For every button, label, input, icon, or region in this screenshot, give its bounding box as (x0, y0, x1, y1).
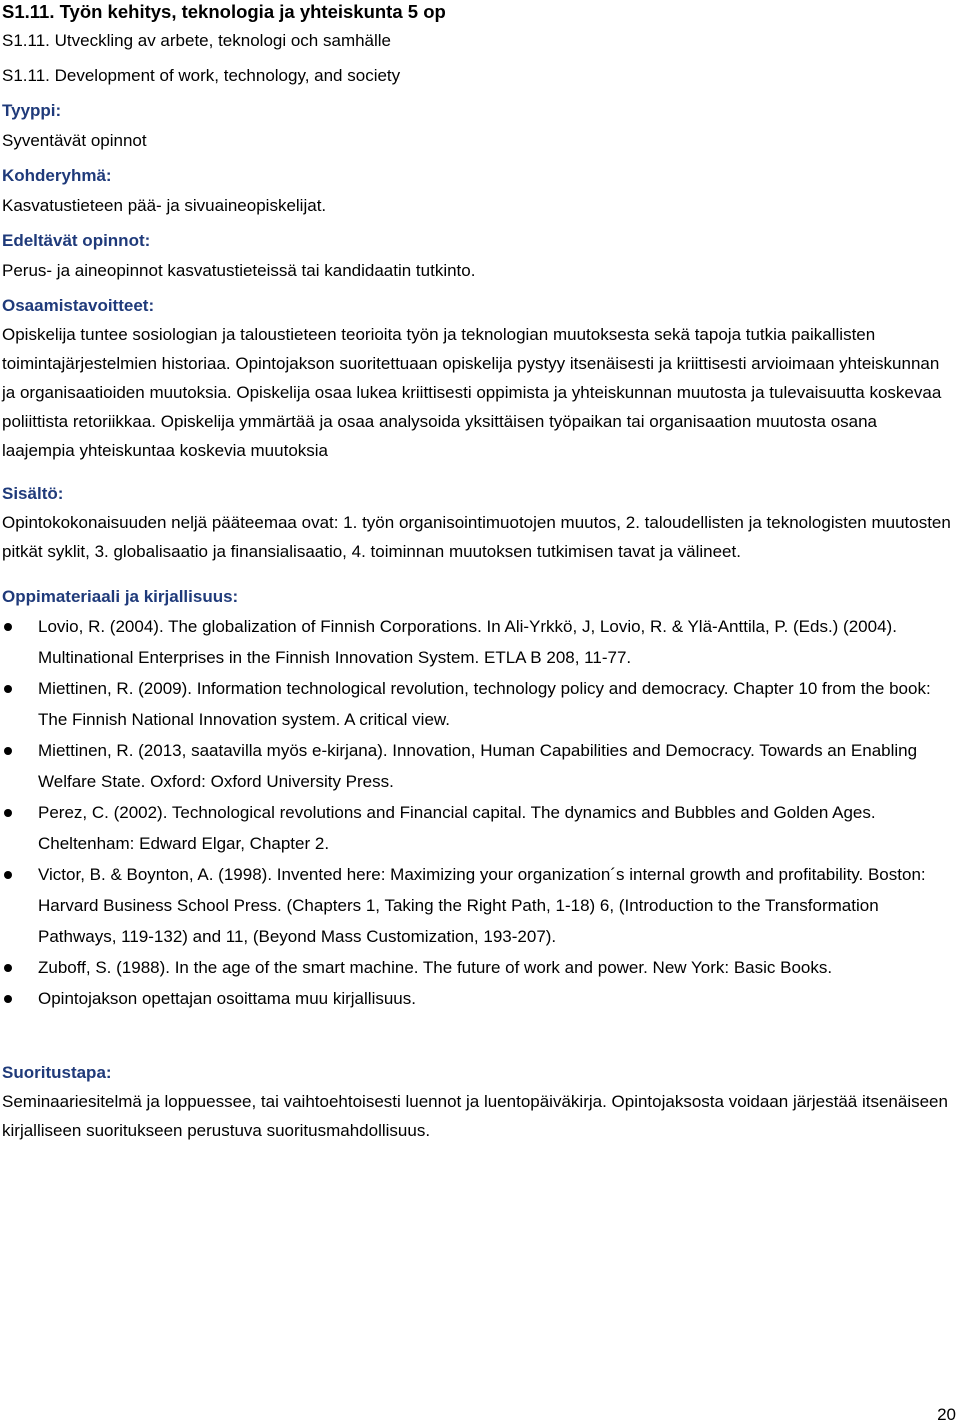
literature-item-text: Lovio, R. (2004). The globalization of Finnish Corporations. In Ali-Yrkkö, J, Lovio, R. & Ylä-Anttila, P. (Eds.) (2004). Multinational Enterprises in the Finnish Innovation System. ETLA B 208, 11-77. (38, 617, 897, 667)
learning-outcomes-text: Opiskelija tuntee sosiologian ja taloustieteen teorioita työn ja teknologian muutoksesta sekä tapoja tutkia paikallisten toimintajärjestelmien historiaa. Opintojakson suoritettuaan opiskelija pystyy itsenäisesti ja kriittisesti arvioimaan yhteiskunnan ja organisaatioiden muutoksia. Opiskelija osaa lukea kriittisesti oppimista ja yhteiskunnan muutosta ja tulevaisuutta koskevaa poliittista retoriikkaa. Opiskelija ymmärtää ja osaa analysoida yksittäisen työpaikan tai organisaation muutosta osana laajempia yhteiskuntaa koskevia muutoksia (2, 325, 942, 460)
literature-item (2, 952, 952, 983)
page-number: 20 (937, 1405, 956, 1424)
document-page (2, 0, 952, 1145)
literature-item-text: Victor, B. & Boynton, A. (1998). Invented here: Maximizing your organization´s internal growth and profitability. Boston: Harvard Business School Press. (Chapters 1, Taking the Right Path, 1-18) 6, (Introduction to the Transformation Pathways, 119-132) and 11, (Beyond Mass Customization, 193-207). (38, 865, 926, 946)
bullet-icon (4, 623, 12, 631)
literature-item (2, 983, 952, 1014)
literature-item-text: Zuboff, S. (1988). In the age of the smart machine. The future of work and power. New York: Basic Books. (38, 958, 833, 977)
completion-text: Seminaariesitelmä ja loppuessee, tai vaihtoehtoisesti luennot ja luentopäiväkirja. Opintojaksosta voidaan järjestää itsenäiseen kirjalliseen suoritukseen perustuva suoritusmahdollisuus. (2, 1092, 948, 1140)
literature-label: Oppimateriaali ja kirjallisuus: (2, 587, 239, 606)
prerequisites-text: Perus- ja aineopinnot kasvatustieteissä tai kandidaatin tutkinto. (2, 261, 476, 280)
type-label: Tyyppi: (2, 101, 62, 120)
content-text: Opintokokonaisuuden neljä pääteemaa ovat: 1. työn organisointimuotojen muutos, 2. taloudellisten ja teknologisten muutosten pitkät syklit, 3. globalisaatio ja finansialisaatio, 4. toiminnan muutoksen tutkimisen tavat ja välineet. (2, 513, 951, 561)
bullet-icon (4, 747, 12, 755)
bullet-icon (4, 995, 12, 1003)
content-label: Sisältö: (2, 484, 64, 503)
bullet-icon (4, 809, 12, 817)
type-text: Syventävät opinnot (2, 131, 147, 150)
target-group-text: Kasvatustieteen pää- ja sivuaineopiskelijat. (2, 196, 327, 215)
literature-item (2, 797, 952, 859)
literature-item (2, 859, 952, 952)
literature-item (2, 611, 952, 673)
completion-label: Suoritustapa: (2, 1063, 112, 1082)
course-title-swedish: S1.11. Utveckling av arbete, teknologi och samhälle (2, 31, 392, 50)
bullet-icon (4, 685, 12, 693)
course-title: S1.11. Työn kehitys, teknologia ja yhteiskunta 5 op (2, 1, 446, 22)
course-title-english: S1.11. Development of work, technology, and society (2, 66, 401, 85)
prerequisites-label: Edeltävät opinnot: (2, 231, 151, 250)
learning-outcomes-label: Osaamistavoitteet: (2, 296, 155, 315)
literature-item-text: Opintojakson opettajan osoittama muu kirjallisuus. (38, 989, 416, 1008)
literature-list (2, 611, 952, 1014)
literature-item-text: Miettinen, R. (2009). Information technological revolution, technology policy and democracy. Chapter 10 from the book: The Finnish National Innovation system. A critical view. (38, 679, 931, 729)
bullet-icon (4, 964, 12, 972)
literature-item (2, 673, 952, 735)
target-group-label: Kohderyhmä: (2, 166, 112, 185)
literature-item-text: Perez, C. (2002). Technological revolutions and Financial capital. The dynamics and Bubbles and Golden Ages. Cheltenham: Edward Elgar, Chapter 2. (38, 803, 876, 853)
literature-item-text: Miettinen, R. (2013, saatavilla myös e-kirjana). Innovation, Human Capabilities and Democracy. Towards an Enabling Welfare State. Oxford: Oxford University Press. (38, 741, 918, 791)
literature-item (2, 735, 952, 797)
bullet-icon (4, 871, 12, 879)
